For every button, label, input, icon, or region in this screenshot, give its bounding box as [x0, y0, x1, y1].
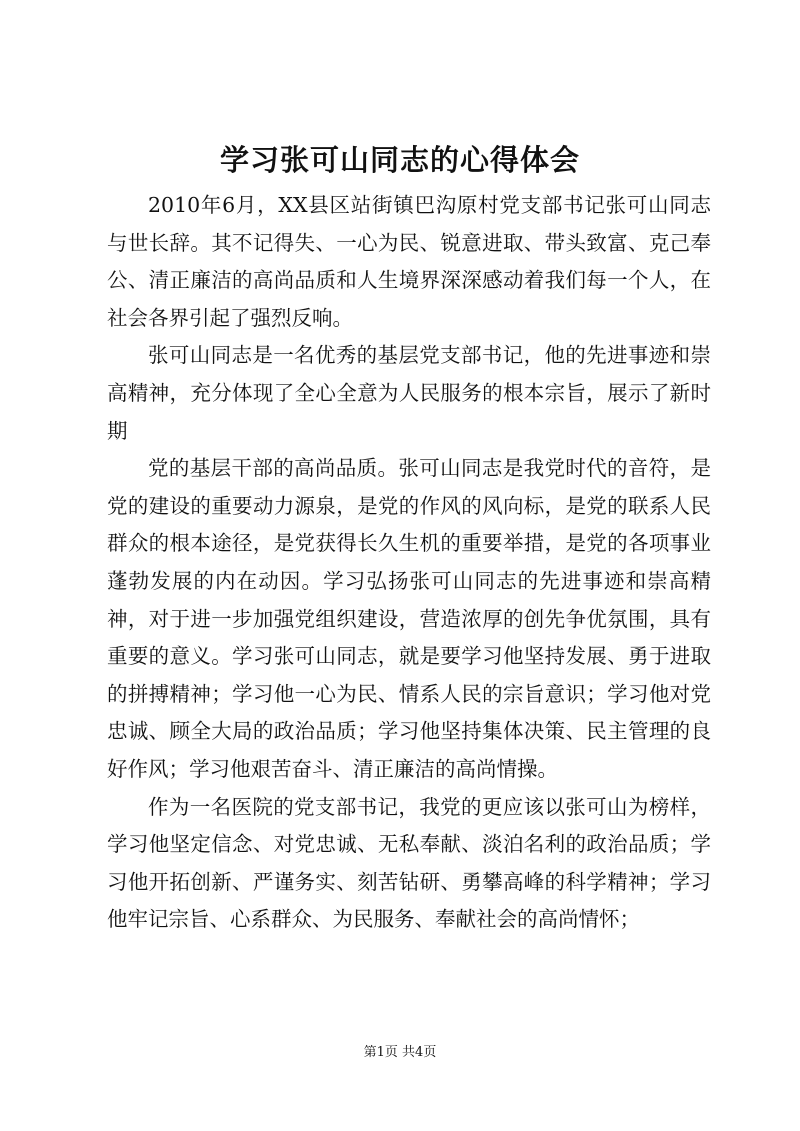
document-title: 学习张可山同志的心得体会 — [219, 143, 580, 177]
page-number-footer: 第1页 共4页 — [363, 1045, 437, 1060]
paragraph-3: 党的基层干部的高尚品质。张可山同志是我党时代的音符，是党的建设的重要动力源泉，是党的作风的风向标，是党的联系人民群众的根本途径，是党获得长久生机的重要举措，是党的各项事业蓬勃发展的内在动因。学习弘扬张可山同志的先进事迹和崇高精神，对于进一步加强党组织建设，营造浓厚的创先争优氛围，具有重要的意义。学习张可山同志，就是要学习他坚持发展、勇于进取的拼搏精神；学习他一心为民、情系人民的宗旨意识；学习他对党忠诚、顾全大局的政治品质；学习他坚持集体决策、民主管理的良好作风；学习他艰苦奋斗、清正廉洁的高尚情操。 — [107, 456, 711, 781]
document-body — [107, 187, 711, 939]
paragraph-1: 2010年6月，XX县区站街镇巴沟原村党支部书记张可山同志与世长辞。其不记得失、一心为民、锐意进取、带头致富、克己奉公、清正廉洁的高尚品质和人生境界深深感动着我们每一个人，在社会各界引起了强烈反响。 — [107, 193, 711, 330]
paragraph-2: 张可山同志是一名优秀的基层党支部书记，他的先进事迹和崇高精神，充分体现了全心全意为人民服务的根本宗旨，展示了新时期 — [107, 343, 711, 443]
paragraph-4: 作为一名医院的党支部书记，我党的更应该以张可山为榜样，学习他坚定信念、对党忠诚、无私奉献、淡泊名利的政治品质；学习他开拓创新、严谨务实、刻苦钻研、勇攀高峰的科学精神；学习他牢记宗旨、心系群众、为民服务、奉献社会的高尚情怀； — [107, 794, 711, 932]
